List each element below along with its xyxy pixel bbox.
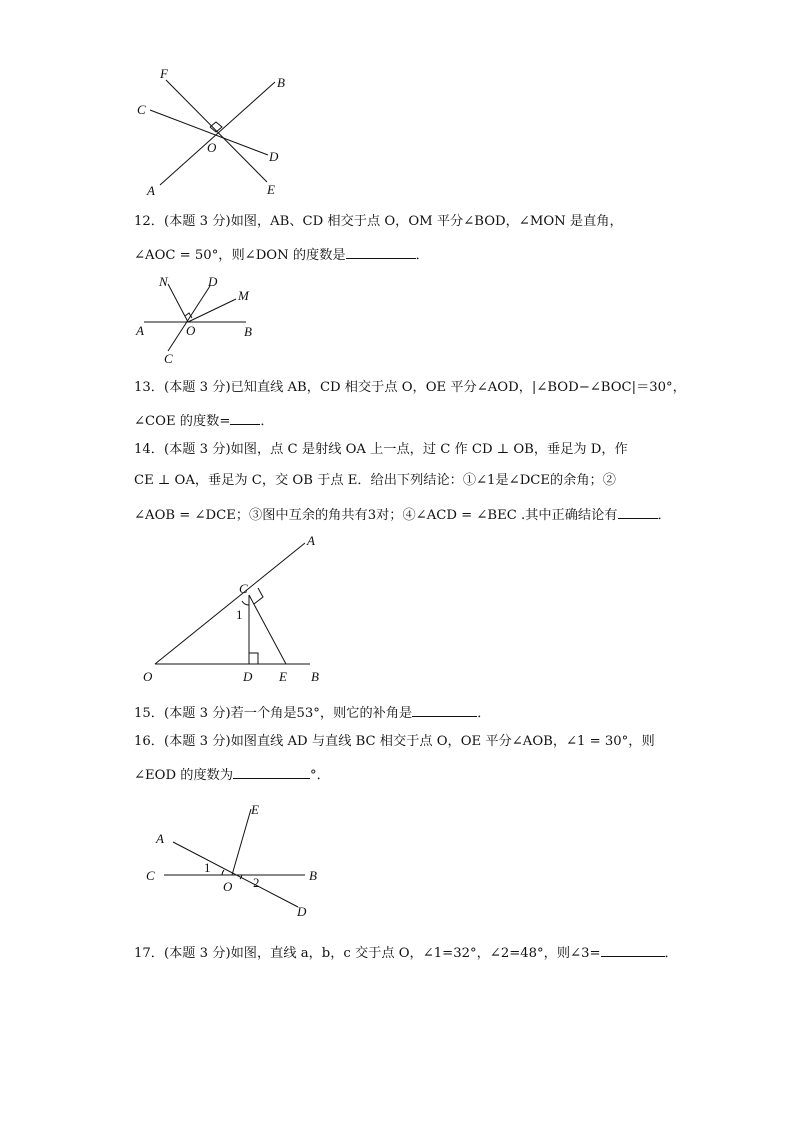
figure-q16 (140, 796, 330, 926)
label-o: O (207, 140, 217, 155)
segment-ce (249, 595, 286, 664)
label-e: E (267, 182, 275, 197)
figure-q14 (135, 532, 335, 688)
question-15-text: 15．(本题 3 分)若一个角是53°，则它的补角是 (134, 706, 413, 721)
label-a: A (156, 831, 164, 846)
question-14-line2: CE ⊥ OA，垂足为 C，交 OB 于点 E．给出下列结论：①∠1是∠DCE的余角；② (134, 473, 616, 488)
label-a: A (147, 183, 155, 198)
label-o: O (186, 323, 196, 338)
label-e: E (279, 669, 287, 684)
label-c: C (146, 868, 155, 883)
label-2: 2 (253, 875, 260, 890)
question-13-end: ． (260, 414, 274, 429)
question-14-line3 (134, 504, 671, 526)
ray-om (188, 299, 236, 322)
label-b: B (311, 669, 319, 684)
angle-1-arc (242, 601, 249, 605)
question-17-line1 (134, 942, 678, 964)
answer-blank-16[interactable] (233, 764, 310, 779)
question-15-line1 (134, 702, 490, 724)
ray-oe (232, 809, 251, 875)
ray-on (168, 284, 188, 322)
label-c: C (137, 102, 146, 117)
label-d: D (297, 904, 307, 919)
question-13-line1: 13．(本题 3 分)已知直线 AB，CD 相交于点 O，OE 平分∠AOD，|∠BOD−∠BOC|＝30°， (134, 380, 686, 395)
question-14-text: ∠AOB = ∠DCE；③图中互余的角共有3对；④∠ACD = ∠BEC .其中正确结论有 (134, 508, 618, 523)
label-d: D (208, 274, 218, 289)
label-a: A (307, 533, 315, 548)
question-16-text: ∠EOD 的度数为 (134, 768, 234, 783)
label-a: A (136, 323, 144, 338)
question-13-line2 (134, 410, 274, 432)
label-1: 1 (236, 607, 243, 622)
question-17-text: 17．(本题 3 分)如图，直线 a，b，c 交于点 O，∠1=32°，∠2=48°，则∠3= (134, 946, 601, 961)
label-b: B (244, 324, 252, 339)
question-12-line1: 12．(本题 3 分)如图，AB、CD 相交于点 O，OM 平分∠BOD，∠MON 是直角， (134, 214, 623, 229)
question-12-line2 (134, 244, 429, 266)
label-b: B (309, 868, 317, 883)
line-ab (160, 82, 275, 185)
question-12-text: ∠AOC = 50°，则∠DON 的度数是 (134, 248, 346, 263)
ray-oa (155, 543, 305, 664)
figure-q12 (130, 272, 260, 366)
label-c: C (239, 581, 248, 596)
label-b: B (277, 75, 285, 90)
question-17-end: ． (664, 946, 678, 961)
angle-1-arc (222, 870, 224, 875)
label-d: D (269, 149, 279, 164)
figure-q11 (130, 66, 300, 202)
question-12-end: ． (415, 248, 429, 263)
answer-blank-14[interactable] (618, 504, 658, 519)
question-16-end: °． (310, 768, 330, 783)
question-16-line2 (134, 764, 330, 786)
question-16-line1: 16．(本题 3 分)如图直线 AD 与直线 BC 相交于点 O，OE 平分∠AOB，∠1 = 30°，则 (134, 734, 655, 749)
label-1: 1 (204, 860, 211, 875)
answer-blank-15[interactable] (412, 702, 477, 717)
label-o: O (143, 669, 153, 684)
label-c: C (164, 351, 173, 366)
right-angle-mark-c (254, 588, 263, 604)
answer-blank-17[interactable] (601, 942, 665, 957)
label-m: M (238, 288, 249, 303)
answer-blank-12[interactable] (346, 244, 416, 259)
question-13-text: ∠COE 的度数= (134, 414, 231, 429)
label-o: O (223, 879, 233, 894)
right-angle-mark-d (249, 653, 258, 664)
label-d: D (243, 669, 253, 684)
question-15-end: ． (477, 706, 491, 721)
label-e: E (251, 802, 259, 817)
label-n: N (159, 274, 168, 289)
question-14-end: ． (657, 508, 671, 523)
question-14-line1: 14．(本题 3 分)如图，点 C 是射线 OA 上一点，过 C 作 CD ⊥ OB，垂足为 D，作 (134, 442, 628, 457)
answer-blank-13[interactable] (230, 410, 260, 425)
label-f: F (160, 66, 168, 81)
